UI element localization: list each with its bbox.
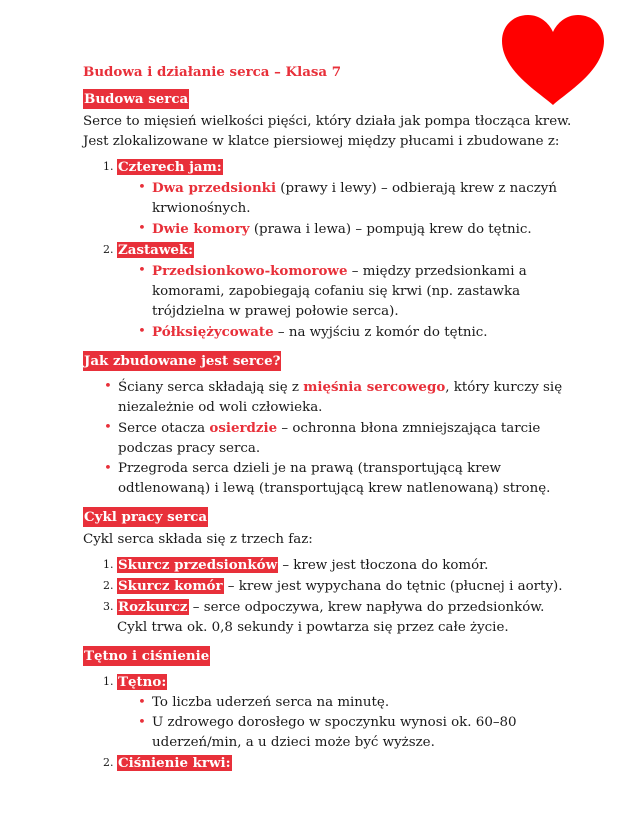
section-heading: Jak zbudowane jest serce? <box>84 353 281 369</box>
term: Dwa przedsionki <box>152 180 277 196</box>
term: Przedsionkowo-komorowe <box>152 263 348 279</box>
numbered-list <box>83 672 583 774</box>
term-description: , który kurczy się niezależnie od woli człowieka. <box>118 380 563 415</box>
list-number: 2. <box>103 756 114 769</box>
text: Serce otacza <box>118 421 210 436</box>
list-item <box>117 261 583 322</box>
list-item <box>83 555 583 576</box>
phase-description: – krew jest wypychana do tętnic (płucnej i aorty). <box>223 579 563 594</box>
list-item-label: Ciśnienie krwi: <box>118 755 231 771</box>
list-item: • To liczba uderzeń serca na minutę. <box>117 693 583 713</box>
cycle-note: Cykl trwa ok. 0,8 sekundy i powtarza się przez całe życie. <box>117 620 509 635</box>
list-item-label: Tętno: <box>118 674 167 690</box>
section-heading: Tętno i ciśnienie <box>84 648 210 664</box>
bullet-list <box>117 693 583 753</box>
section-tetno-cisnienie <box>83 646 583 774</box>
list-item <box>83 753 583 774</box>
list-item <box>83 597 583 638</box>
section-heading: Budowa serca <box>84 91 189 107</box>
list-item-label: Zastawek: <box>118 242 194 258</box>
document-title: Budowa i działanie serca – Klasa 7 <box>83 64 342 80</box>
numbered-list <box>83 555 583 638</box>
section-budowa-serca <box>83 89 583 343</box>
term: Dwie komory <box>152 221 250 237</box>
term: osierdzie <box>209 420 278 436</box>
section-cykl-pracy <box>83 507 583 638</box>
list-number: 2. <box>103 243 114 256</box>
list-number: 1. <box>103 675 114 688</box>
section-jak-zbudowane <box>83 351 583 499</box>
list-item <box>83 672 583 753</box>
term: mięśnia sercowego <box>303 379 446 395</box>
bullet-list <box>83 377 583 499</box>
list-item <box>83 240 583 343</box>
section-intro: Cykl serca składa się z trzech faz: <box>83 532 313 547</box>
list-item <box>83 418 583 459</box>
bullet-list <box>117 178 583 240</box>
list-number: 1. <box>103 160 114 173</box>
list-item <box>117 178 583 219</box>
list-item <box>83 377 583 418</box>
list-item <box>83 157 583 240</box>
list-item <box>83 576 583 597</box>
list-number: 1. <box>103 558 114 571</box>
list-number: 2. <box>103 579 114 592</box>
list-item <box>117 219 583 240</box>
list-item-label: Czterech jam: <box>118 159 222 175</box>
text: Ściany serca składają się z <box>118 380 304 395</box>
phase-description: – serce odpoczywa, krew napływa do przedsionków. <box>188 600 545 615</box>
document-body <box>83 62 583 774</box>
term-description: – między przedsionkami a komorami, zapobiegają cofaniu się krwi (np. zastawka trójdzielna w prawej połowie serca). <box>152 264 527 319</box>
term-description: – na wyjściu z komór do tętnic. <box>273 325 488 340</box>
term-description: (prawy i lewy) – odbierają krew z naczyń krwionośnych. <box>152 181 557 216</box>
phase-label: Rozkurcz <box>118 599 188 615</box>
list-item: • Przegroda serca dzieli je na prawą (transportującą krew odtlenowaną) i lewą (transportującą krew natlenowaną) stronę. <box>83 459 583 499</box>
numbered-list <box>83 157 583 343</box>
list-number: 3. <box>103 600 114 613</box>
phase-label: Skurcz przedsionków <box>118 557 278 573</box>
term-description: (prawa i lewa) – pompują krew do tętnic. <box>249 222 532 237</box>
phase-label: Skurcz komór <box>118 578 223 594</box>
section-heading: Cykl pracy serca <box>84 509 208 525</box>
term: Półksiężycowate <box>152 324 274 340</box>
list-item: • U zdrowego dorosłego w spoczynku wynosi ok. 60–80 uderzeń/min, a u dzieci może być wyższe. <box>117 713 583 753</box>
phase-description: – krew jest tłoczona do komór. <box>278 558 489 573</box>
list-item <box>117 322 583 343</box>
term-description: – ochronna błona zmniejszająca tarcie podczas pracy serca. <box>118 421 541 456</box>
section-intro: Serce to mięsień wielkości pięści, który działa jak pompa tłocząca krew. Jest zlokalizowane w klatce piersiowej między płucami i zbudowane z: <box>83 114 572 149</box>
bullet-list <box>117 261 583 343</box>
